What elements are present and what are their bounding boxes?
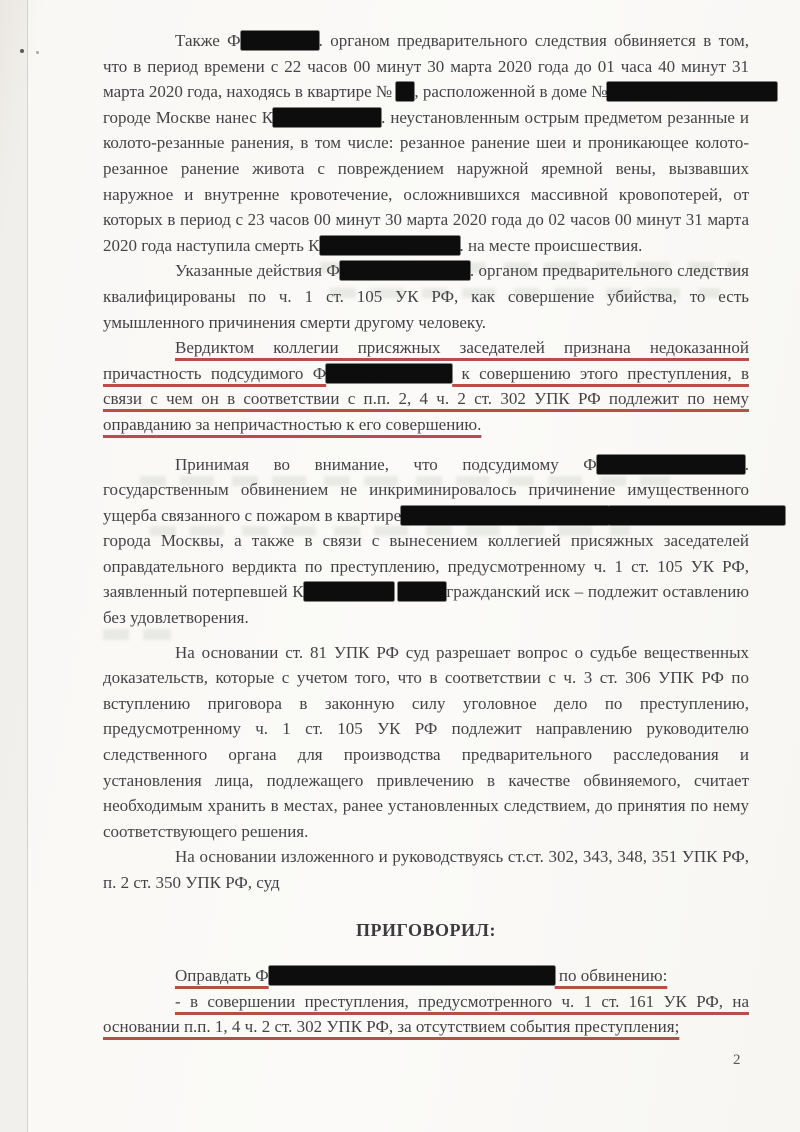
- redaction-bar: [597, 455, 745, 474]
- verdict-heading: ПРИГОВОРИЛ:: [356, 919, 496, 940]
- scan-edge-strip: [0, 0, 27, 1132]
- paragraph-evidence: На основании ст. 81 УПК РФ суд разрешает вопрос о судьбе вещественных доказательств, которые с учетом того, что в соответствии с ч. 3 ст. 306 УПК РФ по вступлению приговора в законную силу уголовное дело по преступлению, предусмотренному ч. 1 ст. 105 УК РФ подлежит направлению руководителю следственного органа для производства предварительного расследования и установления лица, подлежащего привлечению в качестве обвиняемого, считает необходимым хранить в местах, ранее установленных следствием, до принятия по нему соответствующего решения.: [103, 642, 749, 841]
- redaction-bar: [241, 31, 319, 50]
- scan-artifact: [20, 49, 24, 53]
- paragraph-qualification: Указанные действия Ф . органом предварительного следствия квалифицированы по ч. 1 ст. 105 УК РФ, как совершение убийства, то есть умышленного причинения смерти другому человеку.: [103, 261, 749, 332]
- redaction-bar: [607, 82, 777, 101]
- redaction-bar: [609, 506, 785, 525]
- redaction-bar: [396, 82, 414, 101]
- redaction-bar: [304, 582, 394, 601]
- redaction-bar: [273, 108, 381, 127]
- paragraph-acquittal-grounds-underlined: - в совершении преступления, предусмотренного ч. 1 ст. 161 УК РФ, на основании п.п. 1, 4 ч. 2 ст. 302 УПК РФ, за отсутствием события преступления;: [103, 991, 749, 1037]
- paragraph-civil-claim: Принимая во внимание, что подсудимому Ф . государственным обвинением не инкриминировалось причинение имущественного ущерба связанного с пожаром в квартире города Москвы, а также в связи с вынесением коллегией присяжных заседателей оправдательного вердикта по преступлению, предусмотренному ч. 1 ст. 105 УК РФ, заявленный потерпевшей К гражданский иск – подлежит оставлению без удовлетворения.: [103, 452, 749, 631]
- paragraph-acquittal-underlined: Оправдать Ф по обвинению:: [175, 966, 668, 986]
- paragraph-legal-basis: На основании изложенного и руководствуясь ст.ст. 302, 343, 348, 351 УПК РФ, п. 2 ст. 350 УПК РФ, суд: [103, 847, 749, 892]
- redaction-bar: [269, 966, 555, 985]
- redaction-bar: [320, 236, 460, 255]
- scan-crease-line: [27, 0, 28, 1132]
- redaction-bar: [401, 506, 609, 525]
- redaction-bar: [398, 582, 446, 601]
- scan-artifact: [36, 51, 39, 54]
- paragraph-jury-verdict-underlined: Вердиктом коллегии присяжных заседателей признана недоказанной причастность подсудимого Ф к совершению этого преступления, в связи с чем он в соответствии с п.п. 2, 4 ч. 2 ст. 302 УПК РФ подлежит по нему оправданию за непричастностью к его совершению.: [103, 338, 749, 434]
- redaction-bar: [326, 364, 452, 383]
- redaction-bar: [340, 261, 470, 280]
- page-number: 2: [733, 1052, 741, 1068]
- document-body: [103, 28, 749, 1040]
- paragraph-accusation: Также Ф . органом предварительного следствия обвиняется в том, что в период времени с 22 часов 00 минут 30 марта 2020 года до 01 часа 40 минут 31 марта 2020 года, находясь в квартире № , расположенной в доме № городе Москве нанес К . неустановленным острым предметом резанные и колото-резанные ранения, в том числе: резанное ранение шеи и проникающее колото-резанное ранение живота с повреждением наружной яремной вены, вызвавших наружное и внутренне кровотечение, осложнившихся массивной кровопотерей, от которых в период с 23 часов 00 минут 30 марта 2020 года до 02 часов 00 минут 31 марта 2020 года наступила смерть К . на месте происшествия.: [103, 28, 749, 258]
